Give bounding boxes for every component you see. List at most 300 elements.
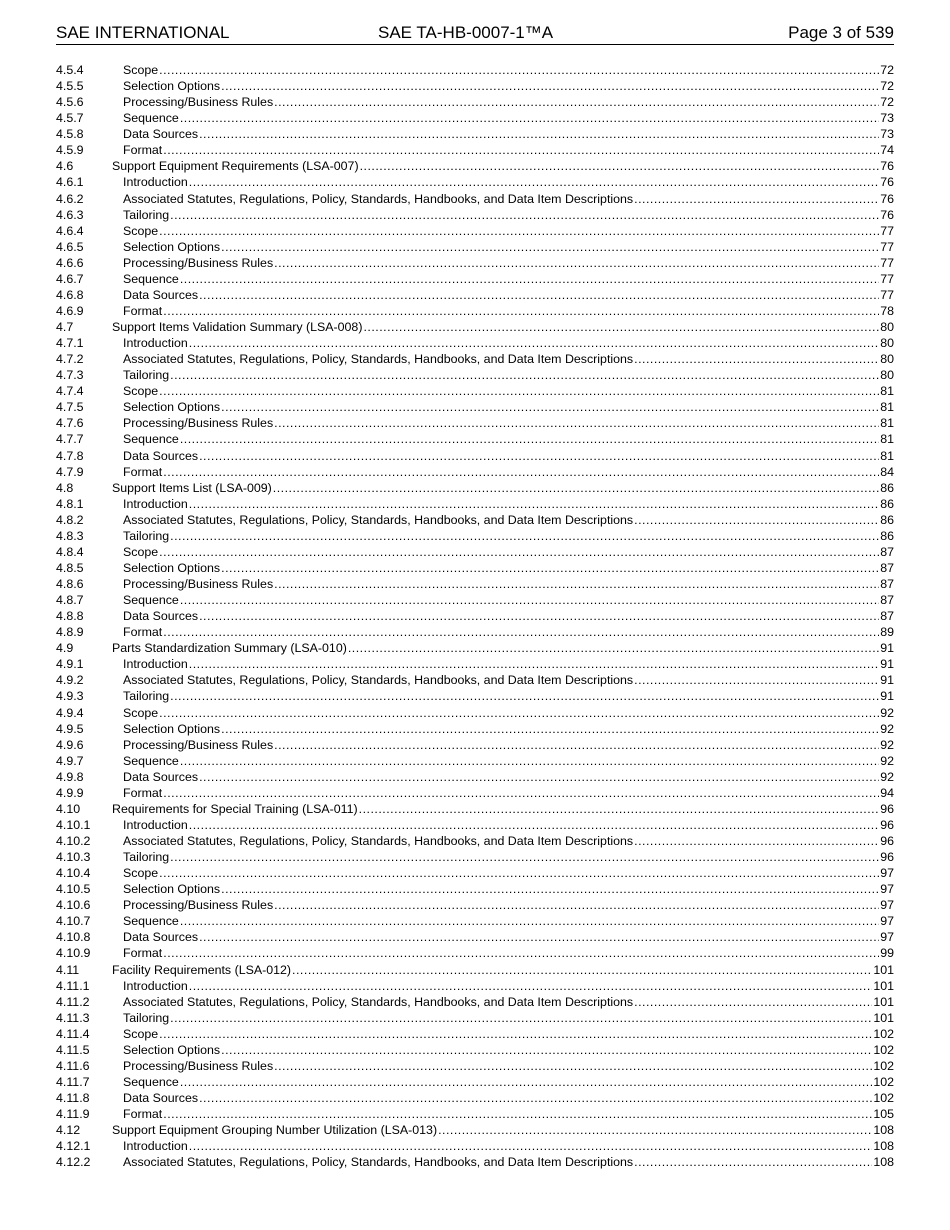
toc-entry[interactable] bbox=[56, 1074, 894, 1090]
toc-entry[interactable] bbox=[56, 496, 894, 512]
dot-leader bbox=[221, 78, 879, 94]
toc-entry-line bbox=[123, 512, 894, 528]
dot-leader bbox=[634, 672, 879, 688]
toc-entry[interactable] bbox=[56, 94, 894, 110]
toc-entry-page: 72 bbox=[880, 63, 894, 77]
toc-entry-title: Associated Statutes, Regulations, Policy, Standards, Handbooks, and Data Item Descriptions bbox=[123, 994, 634, 1009]
toc-entry[interactable] bbox=[56, 448, 894, 464]
toc-entry-page: 72 bbox=[880, 95, 894, 110]
toc-entry-line bbox=[123, 383, 894, 399]
toc-entry-number: 4.10.7 bbox=[56, 914, 91, 929]
toc-entry-title: Tailoring bbox=[123, 368, 170, 383]
dot-leader bbox=[189, 1138, 873, 1154]
toc-entry-title: Support Items Validation Summary (LSA-008) bbox=[112, 320, 363, 334]
dot-leader bbox=[159, 705, 879, 721]
toc-entry-line bbox=[123, 174, 894, 190]
toc-entry[interactable] bbox=[56, 158, 894, 174]
toc-entry-title: Scope bbox=[123, 544, 159, 559]
toc-entry[interactable] bbox=[56, 223, 894, 239]
toc-entry-page: 101 bbox=[873, 962, 894, 977]
toc-entry-page: 97 bbox=[880, 930, 894, 945]
toc-entry-page: 91 bbox=[880, 657, 894, 672]
toc-entry-number: 4.10.8 bbox=[56, 930, 91, 945]
toc-entry-page: 76 bbox=[880, 191, 894, 206]
toc-entry-number: 4.9.7 bbox=[56, 753, 84, 768]
toc-entry-page: 81 bbox=[880, 400, 894, 415]
header-organization: SAE INTERNATIONAL bbox=[56, 23, 230, 42]
toc-entry-title: Selection Options bbox=[123, 721, 221, 736]
dot-leader bbox=[634, 1154, 872, 1170]
toc-entry[interactable] bbox=[56, 544, 894, 560]
toc-entry-number: 4.8 bbox=[56, 480, 74, 495]
toc-entry-line bbox=[123, 945, 894, 961]
toc-entry-number: 4.7.9 bbox=[56, 464, 84, 479]
toc-entry[interactable] bbox=[56, 1026, 894, 1042]
table-of-contents bbox=[56, 62, 894, 1170]
toc-entry-title: Format bbox=[123, 1107, 163, 1122]
toc-entry-page: 77 bbox=[880, 287, 894, 302]
toc-entry-title: Data Sources bbox=[123, 769, 199, 784]
toc-entry-title: Associated Statutes, Regulations, Policy, Standards, Handbooks, and Data Item Descriptions bbox=[123, 512, 634, 527]
toc-entry-title: Introduction bbox=[123, 978, 188, 993]
toc-entry-page: 76 bbox=[880, 175, 894, 190]
dot-leader bbox=[438, 1122, 872, 1138]
toc-entry[interactable] bbox=[56, 672, 894, 688]
toc-entry[interactable] bbox=[56, 688, 894, 704]
dot-leader bbox=[348, 640, 879, 656]
dot-leader bbox=[274, 737, 879, 753]
toc-entry-title: Data Sources bbox=[123, 448, 199, 463]
toc-entry-number: 4.10.6 bbox=[56, 898, 91, 913]
toc-entry-page: 102 bbox=[873, 1058, 894, 1073]
toc-entry[interactable] bbox=[56, 817, 894, 833]
toc-entry-page: 102 bbox=[873, 1074, 894, 1089]
toc-entry-line bbox=[123, 656, 894, 672]
toc-entry-number: 4.12 bbox=[56, 1123, 81, 1138]
dot-leader bbox=[634, 833, 879, 849]
toc-entry-line bbox=[123, 110, 894, 126]
dot-leader bbox=[189, 978, 873, 994]
toc-entry-page: 87 bbox=[880, 560, 894, 575]
toc-entry[interactable] bbox=[56, 640, 894, 656]
toc-entry-number: 4.9.2 bbox=[56, 673, 84, 688]
toc-entry-page: 89 bbox=[880, 625, 894, 640]
toc-entry-title: Processing/Business Rules bbox=[123, 737, 274, 752]
toc-entry-page: 101 bbox=[873, 1010, 894, 1025]
toc-entry-title: Scope bbox=[123, 866, 159, 881]
toc-entry[interactable] bbox=[56, 415, 894, 431]
toc-entry-number: 4.11.4 bbox=[56, 1026, 90, 1041]
toc-entry-title: Parts Standardization Summary (LSA-010) bbox=[112, 641, 347, 656]
toc-entry-page: 81 bbox=[880, 432, 894, 447]
toc-entry[interactable] bbox=[56, 271, 894, 287]
dot-leader bbox=[292, 962, 872, 978]
toc-entry[interactable] bbox=[56, 1042, 894, 1058]
toc-entry[interactable] bbox=[56, 62, 894, 78]
toc-entry-line bbox=[123, 929, 894, 945]
dot-leader bbox=[274, 255, 879, 271]
toc-entry-title: Tailoring bbox=[123, 689, 170, 704]
toc-entry-page: 86 bbox=[880, 496, 894, 511]
toc-entry-page: 73 bbox=[880, 111, 894, 126]
toc-entry-title: Data Sources bbox=[123, 287, 199, 302]
toc-entry-page: 101 bbox=[873, 994, 894, 1009]
toc-entry-number: 4.8.1 bbox=[56, 496, 84, 511]
toc-entry-number: 4.11.9 bbox=[56, 1107, 90, 1122]
toc-entry-number: 4.5.9 bbox=[56, 143, 84, 158]
toc-entry-title: Sequence bbox=[123, 1074, 179, 1089]
toc-entry-number: 4.9 bbox=[56, 641, 74, 656]
toc-entry-number: 4.8.8 bbox=[56, 609, 84, 624]
toc-entry-line bbox=[123, 431, 894, 447]
toc-entry[interactable] bbox=[56, 576, 894, 592]
dot-leader bbox=[274, 897, 879, 913]
toc-entry-title: Data Sources bbox=[123, 127, 199, 142]
toc-entry-page: 78 bbox=[880, 303, 894, 318]
toc-entry-number: 4.7.4 bbox=[56, 384, 84, 399]
toc-entry-page: 77 bbox=[880, 223, 894, 238]
toc-entry-line bbox=[123, 239, 894, 255]
toc-entry[interactable] bbox=[56, 945, 894, 961]
dot-leader bbox=[634, 512, 879, 528]
toc-entry-number: 4.7.8 bbox=[56, 448, 84, 463]
toc-entry-line bbox=[123, 207, 894, 223]
toc-entry-page: 96 bbox=[880, 801, 894, 816]
toc-entry-number: 4.5.7 bbox=[56, 111, 84, 126]
toc-entry[interactable] bbox=[56, 287, 894, 303]
dot-leader bbox=[274, 1058, 872, 1074]
toc-entry-number: 4.7.5 bbox=[56, 400, 84, 415]
toc-entry-title: Format bbox=[123, 785, 163, 800]
toc-entry-page: 81 bbox=[880, 384, 894, 399]
toc-entry-title: Processing/Business Rules bbox=[123, 95, 274, 110]
dot-leader bbox=[159, 865, 879, 881]
dot-leader bbox=[273, 480, 879, 496]
toc-entry-line bbox=[123, 769, 894, 785]
toc-entry-number: 4.9.6 bbox=[56, 737, 84, 752]
toc-entry-title: Associated Statutes, Regulations, Policy, Standards, Handbooks, and Data Item Descriptions bbox=[123, 834, 634, 848]
toc-entry-number: 4.9.9 bbox=[56, 785, 84, 800]
toc-entry-line bbox=[123, 94, 894, 110]
toc-entry[interactable] bbox=[56, 785, 894, 801]
dot-leader bbox=[189, 817, 879, 833]
toc-entry-page: 80 bbox=[880, 352, 894, 367]
toc-entry-page: 91 bbox=[880, 689, 894, 704]
toc-entry-line bbox=[123, 560, 894, 576]
toc-entry-page: 92 bbox=[880, 769, 894, 784]
toc-entry[interactable] bbox=[56, 769, 894, 785]
toc-entry-title: Associated Statutes, Regulations, Policy, Standards, Handbooks, and Data Item Descriptions bbox=[123, 352, 634, 367]
toc-entry-line bbox=[123, 1058, 894, 1074]
toc-entry-line bbox=[112, 962, 894, 978]
toc-entry-number: 4.5.8 bbox=[56, 127, 84, 142]
toc-entry-page: 94 bbox=[880, 785, 894, 800]
toc-entry-page: 73 bbox=[880, 127, 894, 142]
toc-entry-page: 97 bbox=[880, 882, 894, 897]
toc-entry-number: 4.11.1 bbox=[56, 978, 90, 993]
toc-entry[interactable] bbox=[56, 255, 894, 271]
toc-entry-number: 4.7.1 bbox=[56, 336, 84, 351]
toc-entry-number: 4.11.7 bbox=[56, 1074, 90, 1089]
toc-entry-line bbox=[123, 367, 894, 383]
toc-entry-title: Sequence bbox=[123, 432, 179, 447]
toc-entry-page: 72 bbox=[880, 79, 894, 94]
toc-entry-number: 4.10.9 bbox=[56, 946, 91, 961]
dot-leader bbox=[189, 656, 879, 672]
toc-entry-line bbox=[123, 1090, 894, 1106]
toc-entry[interactable] bbox=[56, 737, 894, 753]
toc-entry-page: 96 bbox=[880, 850, 894, 865]
toc-entry-title: Selection Options bbox=[123, 79, 221, 94]
toc-entry-page: 108 bbox=[873, 1139, 894, 1154]
toc-entry-number: 4.11.3 bbox=[56, 1010, 90, 1025]
toc-entry[interactable] bbox=[56, 142, 894, 158]
toc-entry[interactable] bbox=[56, 865, 894, 881]
toc-entry-page: 86 bbox=[880, 512, 894, 527]
dot-leader bbox=[274, 94, 879, 110]
toc-entry-line bbox=[123, 448, 894, 464]
dot-leader bbox=[159, 1026, 872, 1042]
toc-entry-line bbox=[112, 640, 894, 656]
toc-entry[interactable] bbox=[56, 431, 894, 447]
toc-entry-line bbox=[123, 399, 894, 415]
dot-leader bbox=[274, 576, 879, 592]
toc-entry[interactable] bbox=[56, 560, 894, 576]
dot-leader bbox=[159, 223, 879, 239]
toc-entry-line bbox=[123, 303, 894, 319]
toc-entry[interactable] bbox=[56, 1106, 894, 1122]
toc-entry-number: 4.12.2 bbox=[56, 1155, 91, 1170]
toc-entry[interactable] bbox=[56, 978, 894, 994]
toc-entry-page: 92 bbox=[880, 737, 894, 752]
dot-leader bbox=[159, 62, 879, 78]
dot-leader bbox=[221, 1042, 872, 1058]
toc-entry-line bbox=[123, 913, 894, 929]
toc-entry-line bbox=[112, 319, 894, 335]
toc-entry-line bbox=[123, 1074, 894, 1090]
toc-entry-page: 77 bbox=[880, 271, 894, 286]
toc-entry-page: 91 bbox=[880, 673, 894, 688]
toc-entry-line bbox=[123, 78, 894, 94]
toc-entry-number: 4.8.7 bbox=[56, 593, 84, 608]
toc-entry-title: Introduction bbox=[123, 496, 188, 511]
toc-entry-line bbox=[123, 785, 894, 801]
toc-entry[interactable] bbox=[56, 881, 894, 897]
toc-entry-page: 87 bbox=[880, 593, 894, 608]
toc-entry[interactable] bbox=[56, 1154, 894, 1170]
toc-entry-line bbox=[123, 737, 894, 753]
toc-entry[interactable] bbox=[56, 897, 894, 913]
toc-entry[interactable] bbox=[56, 608, 894, 624]
dot-leader bbox=[221, 721, 879, 737]
dot-leader bbox=[180, 431, 879, 447]
toc-entry-title: Associated Statutes, Regulations, Policy, Standards, Handbooks, and Data Item Descriptions bbox=[123, 673, 634, 688]
toc-entry-line bbox=[123, 126, 894, 142]
toc-entry-line bbox=[123, 753, 894, 769]
toc-entry-number: 4.9.8 bbox=[56, 769, 84, 784]
toc-entry[interactable] bbox=[56, 1010, 894, 1026]
toc-entry-number: 4.6.1 bbox=[56, 175, 84, 190]
toc-entry-number: 4.6 bbox=[56, 159, 74, 174]
toc-entry[interactable] bbox=[56, 528, 894, 544]
toc-entry[interactable] bbox=[56, 512, 894, 528]
toc-entry-page: 97 bbox=[880, 898, 894, 913]
toc-entry[interactable] bbox=[56, 239, 894, 255]
toc-entry-title: Selection Options bbox=[123, 882, 221, 897]
toc-entry-title: Tailoring bbox=[123, 207, 170, 222]
toc-entry-title: Selection Options bbox=[123, 400, 221, 415]
toc-entry-page: 92 bbox=[880, 721, 894, 736]
toc-entry-number: 4.8.2 bbox=[56, 512, 84, 527]
toc-entry-line bbox=[123, 496, 894, 512]
toc-entry-title: Data Sources bbox=[123, 609, 199, 624]
toc-entry-line bbox=[123, 608, 894, 624]
toc-entry[interactable] bbox=[56, 367, 894, 383]
toc-entry[interactable] bbox=[56, 335, 894, 351]
toc-entry-title: Processing/Business Rules bbox=[123, 416, 274, 431]
toc-entry-line bbox=[123, 464, 894, 480]
toc-entry[interactable] bbox=[56, 849, 894, 865]
toc-entry-number: 4.7.7 bbox=[56, 432, 84, 447]
toc-entry-line bbox=[123, 721, 894, 737]
dot-leader bbox=[189, 496, 879, 512]
toc-entry[interactable] bbox=[56, 705, 894, 721]
toc-entry-page: 76 bbox=[880, 207, 894, 222]
toc-entry-page: 86 bbox=[880, 480, 894, 495]
toc-entry-number: 4.6.4 bbox=[56, 223, 84, 238]
toc-entry-line bbox=[123, 1026, 894, 1042]
toc-entry-title: Processing/Business Rules bbox=[123, 1058, 274, 1073]
dot-leader bbox=[221, 239, 879, 255]
toc-entry-title: Scope bbox=[123, 384, 159, 399]
toc-entry-line bbox=[123, 672, 894, 688]
toc-entry[interactable] bbox=[56, 319, 894, 335]
dot-leader bbox=[170, 367, 879, 383]
toc-entry[interactable] bbox=[56, 399, 894, 415]
toc-entry[interactable] bbox=[56, 801, 894, 817]
toc-entry[interactable] bbox=[56, 110, 894, 126]
toc-entry-title: Sequence bbox=[123, 914, 179, 929]
toc-entry-line bbox=[123, 271, 894, 287]
toc-entry-line bbox=[123, 624, 894, 640]
toc-entry-line bbox=[123, 62, 894, 78]
toc-entry-number: 4.7.3 bbox=[56, 368, 84, 383]
toc-entry[interactable] bbox=[56, 78, 894, 94]
toc-entry-title: Requirements for Special Training (LSA-011) bbox=[112, 801, 358, 816]
toc-entry[interactable] bbox=[56, 929, 894, 945]
toc-entry-title: Scope bbox=[123, 705, 159, 720]
toc-entry[interactable] bbox=[56, 913, 894, 929]
toc-entry-title: Facility Requirements (LSA-012) bbox=[112, 962, 292, 977]
toc-entry[interactable] bbox=[56, 833, 894, 849]
toc-entry-number: 4.6.2 bbox=[56, 191, 84, 206]
toc-entry[interactable] bbox=[56, 480, 894, 496]
toc-entry-number: 4.5.4 bbox=[56, 63, 84, 77]
toc-entry[interactable] bbox=[56, 303, 894, 319]
toc-entry[interactable] bbox=[56, 383, 894, 399]
toc-entry-title: Introduction bbox=[123, 175, 188, 190]
dot-leader bbox=[180, 913, 879, 929]
toc-entry-title: Selection Options bbox=[123, 1042, 221, 1057]
toc-entry[interactable] bbox=[56, 753, 894, 769]
toc-entry-number: 4.8.6 bbox=[56, 577, 84, 591]
toc-entry[interactable] bbox=[56, 624, 894, 640]
toc-entry-page: 74 bbox=[880, 143, 894, 158]
toc-entry-page: 81 bbox=[880, 448, 894, 463]
dot-leader bbox=[180, 592, 879, 608]
toc-entry[interactable] bbox=[56, 994, 894, 1010]
toc-entry-number: 4.10.1 bbox=[56, 817, 91, 832]
toc-entry-title: Data Sources bbox=[123, 930, 199, 945]
dot-leader bbox=[180, 1074, 873, 1090]
toc-entry[interactable] bbox=[56, 1138, 894, 1154]
dot-leader bbox=[360, 158, 880, 174]
dot-leader bbox=[163, 785, 879, 801]
toc-entry[interactable] bbox=[56, 191, 894, 207]
dot-leader bbox=[189, 174, 879, 190]
toc-entry-title: Support Items List (LSA-009) bbox=[112, 480, 272, 495]
toc-entry-title: Processing/Business Rules bbox=[123, 577, 274, 591]
toc-entry-line bbox=[112, 801, 894, 817]
toc-entry-page: 91 bbox=[880, 641, 894, 656]
toc-entry[interactable] bbox=[56, 656, 894, 672]
toc-entry-number: 4.8.3 bbox=[56, 528, 84, 543]
toc-entry[interactable] bbox=[56, 1122, 894, 1138]
toc-entry-number: 4.7.2 bbox=[56, 352, 84, 367]
toc-entry[interactable] bbox=[56, 351, 894, 367]
toc-entry-page: 86 bbox=[880, 528, 894, 543]
toc-entry-number: 4.10.2 bbox=[56, 834, 91, 848]
toc-entry-line bbox=[123, 1106, 894, 1122]
dot-leader bbox=[199, 1090, 872, 1106]
toc-entry-page: 80 bbox=[880, 336, 894, 351]
toc-entry[interactable] bbox=[56, 207, 894, 223]
toc-entry-line bbox=[123, 978, 894, 994]
toc-entry-number: 4.11.2 bbox=[56, 994, 90, 1009]
dot-leader bbox=[163, 1106, 872, 1122]
dot-leader bbox=[199, 608, 879, 624]
toc-entry-page: 102 bbox=[873, 1091, 894, 1105]
toc-entry-line bbox=[123, 544, 894, 560]
toc-entry-title: Selection Options bbox=[123, 239, 221, 254]
toc-entry-line bbox=[123, 865, 894, 881]
toc-entry-page: 102 bbox=[873, 1042, 894, 1057]
toc-entry-number: 4.11.5 bbox=[56, 1042, 90, 1057]
toc-entry-title: Sequence bbox=[123, 271, 179, 286]
toc-entry-title: Data Sources bbox=[123, 1091, 199, 1105]
toc-entry-page: 80 bbox=[880, 368, 894, 383]
toc-entry[interactable] bbox=[56, 174, 894, 190]
toc-entry-page: 102 bbox=[873, 1026, 894, 1041]
toc-entry-title: Tailoring bbox=[123, 850, 170, 865]
toc-entry-page: 80 bbox=[880, 320, 894, 334]
toc-entry[interactable] bbox=[56, 126, 894, 142]
dot-leader bbox=[634, 191, 879, 207]
toc-entry-page: 76 bbox=[880, 159, 894, 174]
toc-entry[interactable] bbox=[56, 1058, 894, 1074]
toc-entry-title: Support Equipment Requirements (LSA-007) bbox=[112, 159, 359, 174]
toc-entry-number: 4.6.9 bbox=[56, 303, 84, 318]
toc-entry[interactable] bbox=[56, 464, 894, 480]
toc-entry[interactable] bbox=[56, 962, 894, 978]
toc-entry-title: Introduction bbox=[123, 336, 188, 351]
toc-entry-number: 4.12.1 bbox=[56, 1139, 91, 1154]
toc-entry-page: 97 bbox=[880, 866, 894, 881]
toc-entry[interactable] bbox=[56, 1090, 894, 1106]
toc-entry[interactable] bbox=[56, 592, 894, 608]
toc-entry[interactable] bbox=[56, 721, 894, 737]
toc-entry-line bbox=[123, 287, 894, 303]
